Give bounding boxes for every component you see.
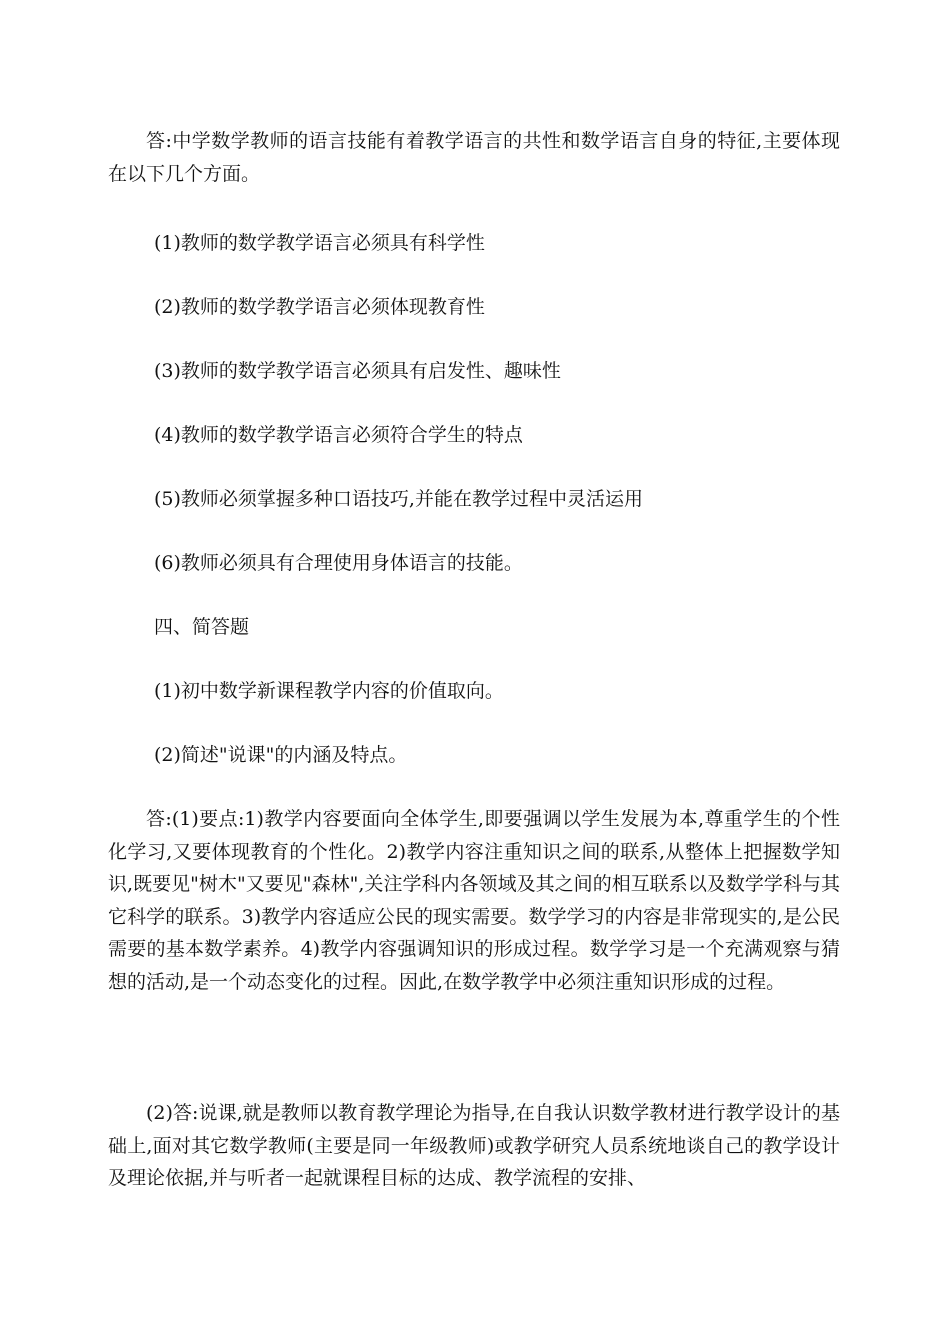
answer-1-paragraph: 答:(1)要点:1)教学内容要面向全体学生,即要强调以学生发展为本,尊重学生的个性化学习,又要体现教育的个性化。2)教学内容注重知识之间的联系,从整体上把握数学知识,既要见"树木"又要见"森林",关注学科内各领域及其之间的相互联系以及数学学科与其它科学的联系。3)教学内容适应公民的现实需要。数学学习的内容是非常现实的,是公民需要的基本数学素养。4)教学内容强调知识的形成过程。数学学习是一个充满观察与猜想的活动,是一个动态变化的过程。因此,在数学教学中必须注重知识形成的过程。 — [108, 808, 840, 993]
point-1: (1)教师的数学教学语言必须具有科学性 — [154, 232, 485, 254]
point-6: (6)教师必须具有合理使用身体语言的技能。 — [154, 552, 523, 574]
point-4: (4)教师的数学教学语言必须符合学生的特点 — [154, 424, 523, 446]
point-2: (2)教师的数学教学语言必须体现教育性 — [154, 296, 485, 318]
question-2: (2)简述"说课"的内涵及特点。 — [154, 744, 408, 766]
intro-answer-paragraph: 答:中学数学教师的语言技能有着教学语言的共性和数学语言自身的特征,主要体现在以下几个方面。 — [108, 130, 840, 185]
section-title: 四、简答题 — [154, 616, 250, 638]
answer-2-paragraph: (2)答:说课,就是教师以教育教学理论为指导,在自我认识数学教材进行教学设计的基础上,面对其它数学教师(主要是同一年级教师)或教学研究人员系统地谈自己的教学设计及理论依据,并与听者一起就课程目标的达成、教学流程的安排、 — [108, 1102, 840, 1189]
point-5: (5)教师必须掌握多种口语技巧,并能在教学过程中灵活运用 — [154, 488, 643, 510]
point-3: (3)教师的数学教学语言必须具有启发性、趣味性 — [154, 360, 561, 382]
question-1: (1)初中数学新课程教学内容的价值取向。 — [154, 680, 504, 702]
